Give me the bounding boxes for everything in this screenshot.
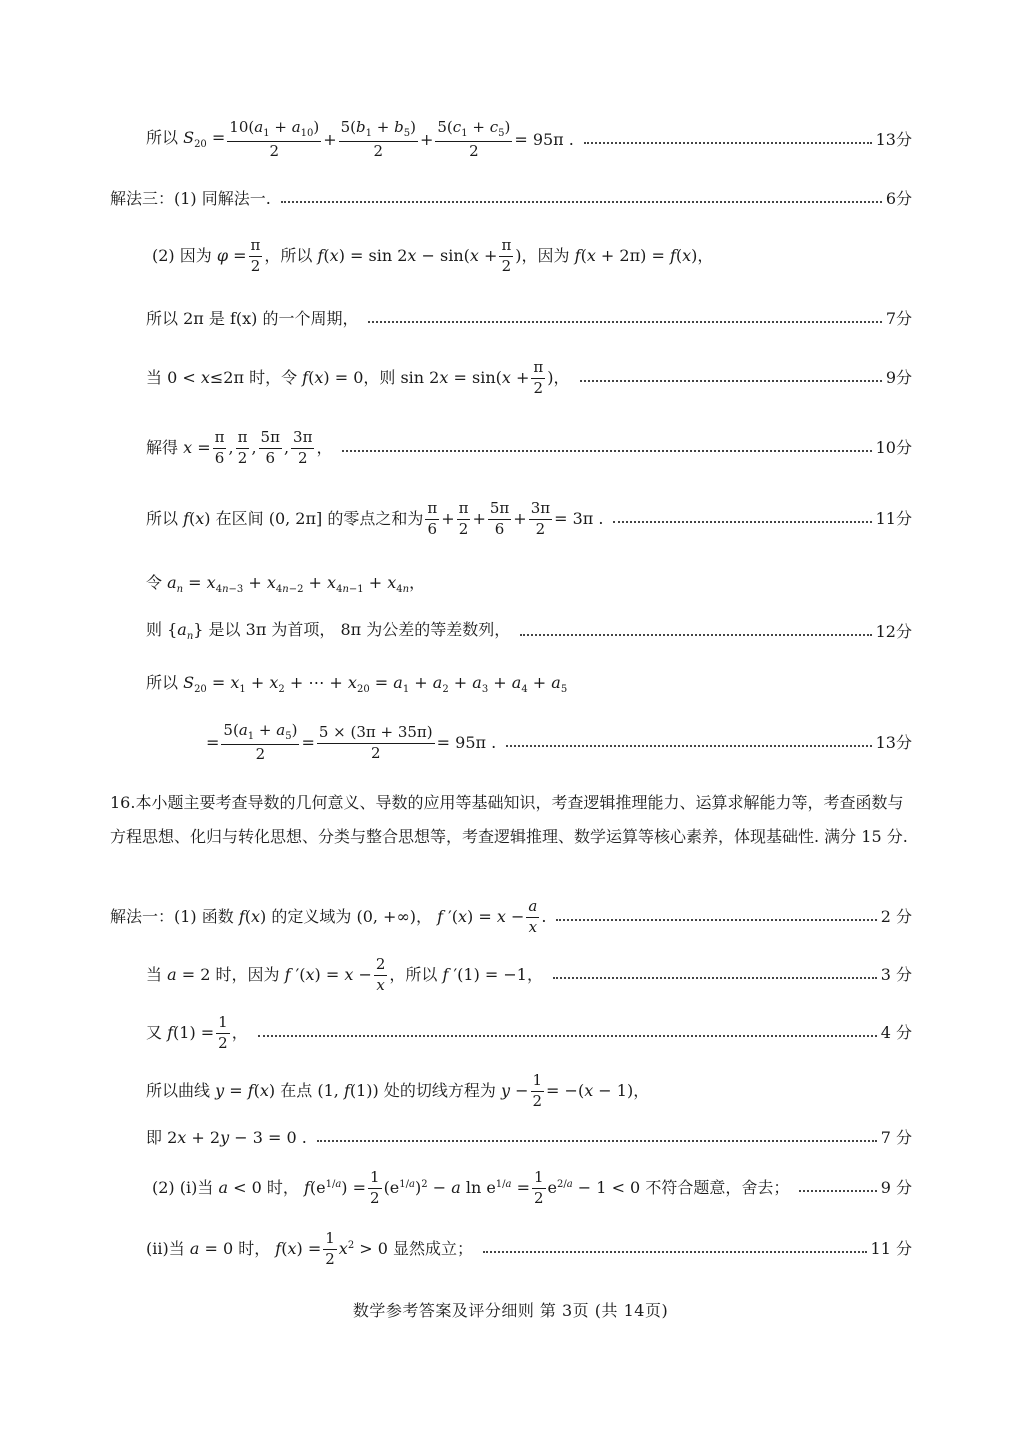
line-arithmetic-seq: 则 $\{a_n\}$ 是以 3π 为首项， 8π 为公差的等差数列， 12分 xyxy=(146,620,912,642)
step-text: 所以 2π 是 f(x) 的一个周期， xyxy=(146,309,359,328)
step-text: 解法三：(1) 同解法一. xyxy=(110,189,271,208)
line-s20-result: = $\frac{5(a_1 + a_5)}{2}$ = $\frac{5 \times (3\pi + 35\pi)}{2}$ = 95π . 13分 xyxy=(206,720,912,764)
line-zero-equation: 当 0 < x≤2π 时，令 f(x) = 0，则 sin 2x = sin(x + $\frac{\pi}{2}$ )， 9分 xyxy=(146,357,912,397)
line-solutions: 解得 x = $\frac{\pi}{6}$ , $\frac{\pi}{2}$ , $\frac{5\pi}{6}$ , $\frac{3\pi}{2}$ ， 10分 xyxy=(146,427,912,467)
score-label: 6分 xyxy=(885,189,912,208)
leader-dots xyxy=(580,380,882,382)
score-label: 11 分 xyxy=(870,1239,912,1258)
question-16-intro: 16.本小题主要考查导数的几何意义、导数的应用等基础知识，考查逻辑推理能力、运算求解能力等，考查函数与方程思想、化归与转化思想、分类与整合思想等，考查逻辑推理、数学运算等核心素养，体现基础性. 满分 15 分. xyxy=(110,793,908,846)
leader-dots xyxy=(556,919,876,921)
line-period xyxy=(146,309,912,329)
score-label: 13分 xyxy=(875,130,912,149)
leader-dots xyxy=(258,1035,877,1037)
score-label: 7分 xyxy=(885,309,912,328)
leader-dots xyxy=(483,1251,867,1253)
line-q16-domain: 解法一：(1) 函数 f(x) 的定义域为 (0, +∞)， f ′(x) = x − $\frac{a}{x}$ . 2 分 xyxy=(110,896,912,936)
line-case-a-negative: (2) (i)当 a < 0 时， $f(e^{1/a})$ = $\frac{1}{2}$ $(e^{1/a})^2 - a$ $\ln e^{1/a}$ = $\frac{1}{2}$ $e^{2/a} - 1 < 0$ 不符合题意，舍去； 9 分 xyxy=(152,1167,912,1207)
line-define-an: 令 $a_n = x_{4n-3} + x_{4n-2} + x_{4n-1} + x_{4n}$， xyxy=(146,573,426,595)
score-label: 2 分 xyxy=(880,907,912,926)
score-label: 4 分 xyxy=(880,1023,912,1042)
score-label: 9 分 xyxy=(880,1178,912,1197)
line-zero-sum: 所以 f(x) 在区间 (0, 2π] 的零点之和为 $\frac{\pi}{6}$ + $\frac{\pi}{2}$ + $\frac{5\pi}{6}$ + $\frac{3\pi}{2}$ = 3π . 11分 xyxy=(146,498,912,538)
score-label: 12分 xyxy=(875,622,912,641)
line-f1: 又 f(1) = $\frac{1}{2}$ ， 4 分 xyxy=(146,1012,912,1052)
score-label: 7 分 xyxy=(880,1128,912,1147)
score-label: 13分 xyxy=(875,733,912,752)
leader-dots xyxy=(520,634,871,636)
line-tangent: 所以曲线 y = f(x) 在点 (1, f(1)) 处的切线方程为 y − $\frac{1}{2}$ = −(x − 1)， xyxy=(146,1070,650,1110)
leader-dots xyxy=(368,321,881,323)
leader-dots xyxy=(281,201,882,203)
page-footer: 数学参考答案及评分细则 第 3页 (共 14页) xyxy=(352,1301,669,1320)
score-label: 3 分 xyxy=(880,965,912,984)
line-tangent-final: 即 2x + 2y − 3 = 0 . 7 分 xyxy=(146,1128,912,1147)
score-label: 11分 xyxy=(875,509,912,528)
leader-dots xyxy=(613,521,871,523)
line-s20-sum: 所以 $S_{20} = x_1 + x_2$ + ⋯ + $x_{20} = a_1 + a_2 + a_3 + a_4 + a_5$ xyxy=(146,673,568,695)
leader-dots xyxy=(584,142,872,144)
leader-dots xyxy=(553,977,877,979)
score-label: 9分 xyxy=(885,368,912,387)
leader-dots xyxy=(317,1140,877,1142)
line-s20-method2: 所以 $S_{20}$ = $\frac{10(a_1 + a_{10})}{2}$ + $\frac{5(b_1 + b_5)}{2}$ + $\frac{5(c_1 + c_5)}{2}$ = 95π . 13分 xyxy=(146,117,912,161)
leader-dots xyxy=(342,450,871,452)
line-a-equals-2: 当 a = 2 时，因为 f ′(x) = x − $\frac{2}{x}$ ，所以 f ′(1) = −1， 3 分 xyxy=(146,954,912,994)
line-method3-part2: (2) 因为 φ = $\frac{\pi}{2}$ ，所以 f(x) = sin 2x − sin(x + $\frac{\pi}{2}$ )，因为 f(x + 2π) = f(x)， xyxy=(152,235,714,275)
line-case-a-zero: (ii)当 a = 0 时， f(x) = $\frac{1}{2}$ $x^2 > 0$ 显然成立； 11 分 xyxy=(146,1228,912,1268)
line-method3-part1 xyxy=(110,189,912,209)
leader-dots xyxy=(799,1190,876,1192)
score-label: 10分 xyxy=(875,438,912,457)
leader-dots xyxy=(506,745,871,747)
